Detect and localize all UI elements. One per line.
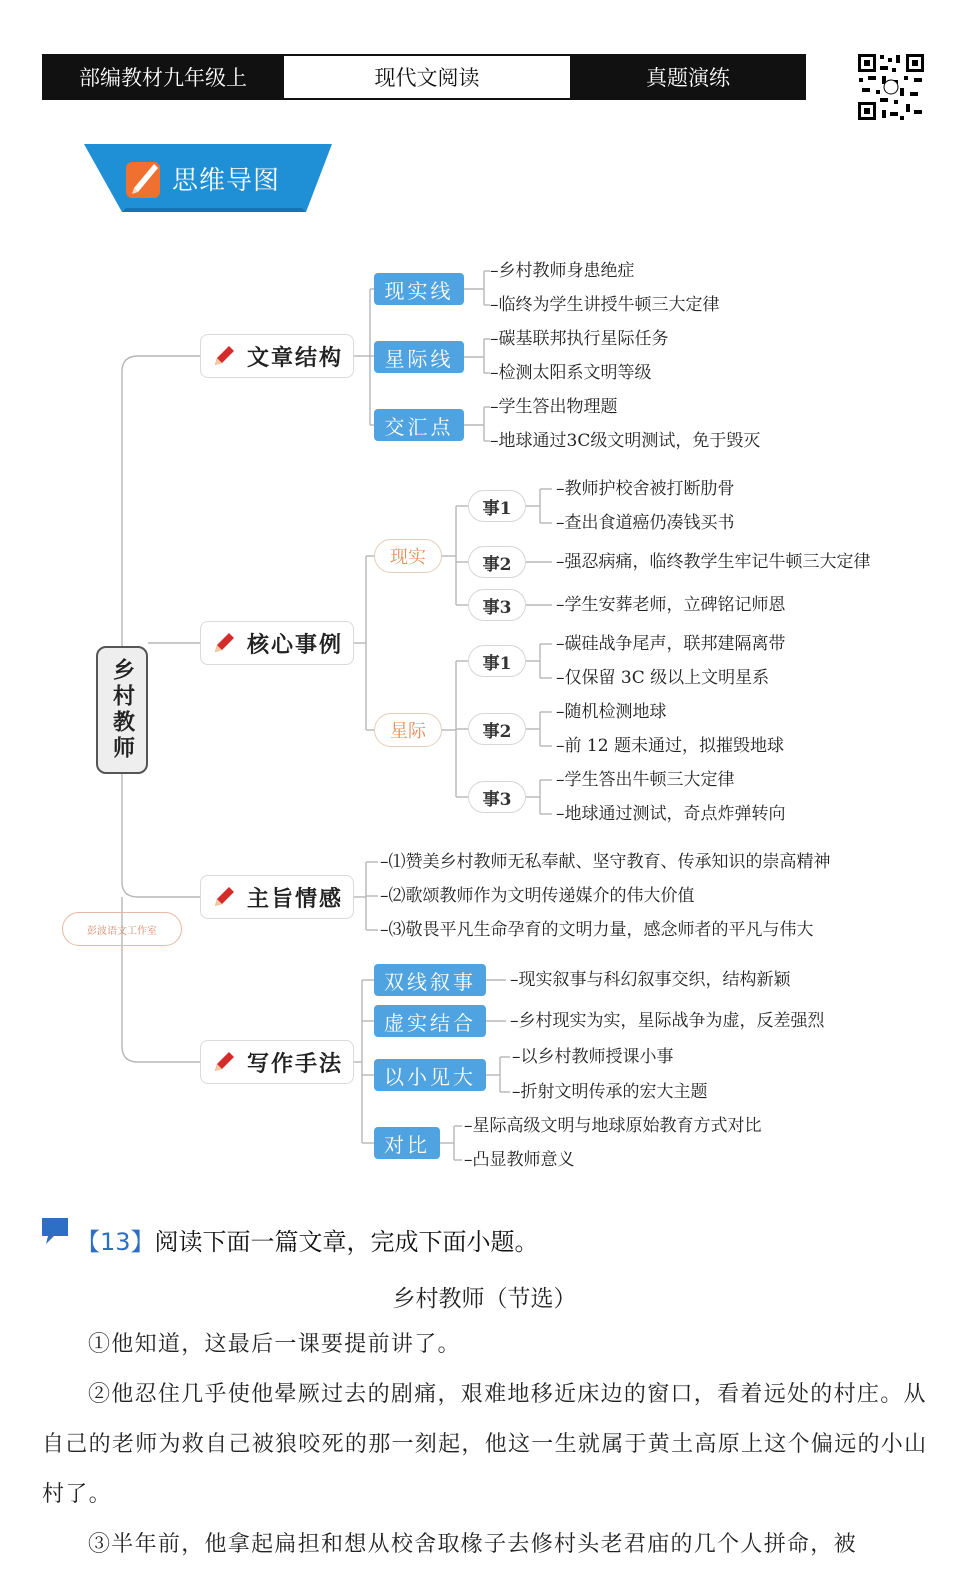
leaf-text: –检测太阳系文明等级 [490,363,652,383]
pencil-icon [211,630,237,656]
header-category: 现代文阅读 [284,54,570,100]
paragraph-3: ③半年前，他拿起扁担和想从校舍取椽子去修村头老君庙的几个人拼命，被 [88,1532,857,1557]
studio-seal: 彭波语文工作室 [62,912,182,946]
paragraph-2: ②他忍住几乎使他晕厥过去的剧痛，艰难地移近床边的窗口，看着远处的村庄。从自己的老师为救自己被狼咬死的那一刻起，他这一生就属于黄土高原上这个偏远的小山村了。 [42,1382,928,1507]
question-prompt: 阅读下面一篇文章，完成下面小题。 [154,1228,539,1256]
leaf-text: –随机检测地球 [556,702,667,722]
paragraph-1: ①他知道，这最后一课要提前讲了。 [88,1332,461,1357]
leaf-text: –乡村现实为实，星际战争为虚，反差强烈 [510,1011,825,1031]
leaf-text: –学生安葬老师，立碑铭记师恩 [556,595,786,615]
node-events [200,621,354,665]
header-grade: 部编教材九年级上 [42,54,284,100]
mindmap-root [96,646,148,774]
leaf-text: –教师护校舍被打断肋骨 [556,479,735,499]
leaf-text: –强忍病痛，临终教学生牢记牛顿三大定律 [556,552,871,572]
leaf-text: –地球通过测试，奇点炸弹转向 [556,804,786,824]
tag-reality-line: 现实线 [374,273,464,305]
leaf-text: –乡村教师身患绝症 [490,261,635,281]
node-theme [200,875,354,919]
leaf-text: –临终为学生讲授牛顿三大定律 [490,295,720,315]
event-star-1: 事1 [468,645,526,677]
question-number: 【13】 [76,1228,155,1256]
tag-star-line: 星际线 [374,341,464,373]
node-structure-label: 文章结构 [246,344,343,371]
leaf-text: –⑵歌颂教师作为文明传递媒介的伟大价值 [380,886,695,906]
event-reality-3: 事3 [468,589,526,621]
tag-small-big: 以小见大 [374,1059,486,1091]
leaf-text: –⑶敬畏平凡生命孕育的文明力量，感念师者的平凡与伟大 [380,920,814,940]
tag-dual-narrative: 双线叙事 [374,964,486,996]
node-theme-label: 主旨情感 [246,885,343,912]
leaf-text: –以乡村教师授课小事 [512,1047,674,1067]
oval-reality: 现实 [374,539,442,573]
event-reality-1: 事1 [468,490,526,522]
node-structure [200,334,354,378]
tag-contrast: 对比 [374,1127,440,1159]
node-events-label: 核心事例 [246,631,343,658]
leaf-text: –⑴赞美乡村教师无私奉献、坚守教育、传承知识的崇高精神 [380,852,831,872]
leaf-text: –仅保留 3C 级以上文明星系 [556,668,770,688]
tag-virtual-real: 虚实结合 [374,1005,486,1037]
leaf-text: –凸显教师意义 [464,1150,575,1170]
leaf-text: –查出食道癌仍凑钱买书 [556,513,735,533]
speech-bubble-icon [40,1216,72,1246]
root-label: 乡村教师 [109,658,136,762]
header-section: 真题演练 [570,54,806,100]
pencil-icon [211,343,237,369]
article-title: 乡村教师（节选） [392,1286,577,1312]
pencil-icon [211,884,237,910]
leaf-text: –学生答出物理题 [490,397,618,417]
leaf-text: –星际高级文明与地球原始教育方式对比 [464,1116,762,1136]
leaf-text: –前 12 题未通过，拟摧毁地球 [556,736,784,756]
leaf-text: –碳基联邦执行星际任务 [490,329,669,349]
leaf-text: –学生答出牛顿三大定律 [556,770,735,790]
leaf-text: –碳硅战争尾声，联邦建隔离带 [556,634,786,654]
banner-title: 思维导图 [172,166,281,196]
node-technique [200,1040,354,1084]
question-header [76,1222,539,1257]
event-star-3: 事3 [468,781,526,813]
node-technique-label: 写作手法 [246,1050,343,1077]
tag-junction: 交汇点 [374,409,464,441]
oval-star: 星际 [374,713,442,747]
leaf-text: –折射文明传承的宏大主题 [512,1082,708,1102]
pencil-icon [211,1049,237,1075]
leaf-text: –现实叙事与科幻叙事交织，结构新颖 [510,970,791,990]
leaf-text: –地球通过3C级文明测试，免于毁灭 [490,431,761,451]
event-reality-2: 事2 [468,546,526,578]
event-star-2: 事2 [468,713,526,745]
